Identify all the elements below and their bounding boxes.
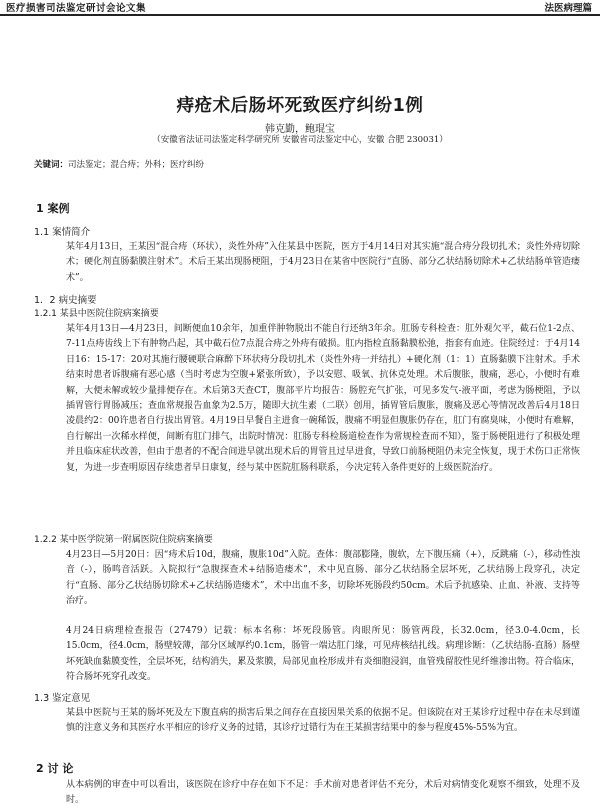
keywords-label: 关键词：: [34, 160, 69, 170]
paragraph-text: 从本病例的审查中可以看出，该医院在诊疗中存在如下不足：手术前对患者评估不充分，术后对病情变化观察不细致，处理不及时。: [66, 780, 580, 806]
heading-discussion: 2 讨 论: [36, 762, 74, 775]
paragraph-text: 某年4月13日，王某因“混合痔（环状），炎性外痔”入住某县中医院，医方于4月14日对其实施“混合痔分段切扎术；炎性外痔切除术；硬化剂直肠黏膜注射术”。术后王某出现肠梗阻，于4月23日在某省中医院行“直肠、部分乙状结肠切除术+乙状结肠单管造瘘术”。: [66, 242, 580, 283]
heading-case: 1 案例: [36, 202, 70, 215]
paragraph-text: 4月24日病理检查报告（27479）记载：标本名称：坏死段肠管。肉眼所见：肠管两段，长32.0cm，径3.0-4.0cm，长15.0cm，径4.0cm，肠壁较薄，部分区域厚约0.1cm，肠管一端达肛门缘，可见痔核结扎线。病理诊断：（乙状结肠-直肠）肠壁坏死缺血黏膜变性，全层坏死，结构消失，累及浆膜，局部见血栓形成并有炎细胞浸润，血管残留胶性见纤维渗出物。符合临床，符合肠坏死穿孔改变。: [66, 626, 580, 683]
paragraph-pathology: [66, 624, 580, 686]
paragraph-opinion: [66, 706, 580, 737]
article-title: 痔疮术后肠坏死致医疗纠纷1例: [176, 96, 424, 116]
heading-case-summary: 1.1 案情简介: [34, 227, 91, 238]
paragraph-text: 4月23日—5月20日：因“痔术后10d，腹痛，腹胀10d”入院。查体：腹部膨隆，腹软，左下腹压痛（+），反跳痛（-），移动性浊音（-），肠鸣音活跃。入院拟行“急腹探查术+结肠造瘘术”，术中见直肠、部分乙状结肠全层坏死，乙状结肠上段穿孔，决定行“直肠、部分乙状结肠切除术+乙状结肠造瘘术”，术中出血不多，切除坏死肠段约50cm。术后予抗感染、止血、补液、支持等治疗。: [66, 550, 580, 607]
section-label: 法医病理篇: [544, 3, 592, 14]
paragraph-affiliated-hospital: [66, 548, 580, 610]
paragraph-text: 某县中医院与王某的肠坏死及左下腹直病的损害后果之间存在直接因果关系的依据不足。但该院在对王某诊疗过程中存在未尽到谨慎的注意义务和其医疗水平相应的诊疗义务的过错，其诊疗过错行为在王某损害结果中的参与程度45%-55%为宜。: [66, 708, 580, 734]
paragraph-case-summary: [66, 240, 580, 286]
keywords-text: 司法鉴定；混合痔；外科；医疗纠纷: [68, 160, 205, 170]
paragraph-county-hospital: [66, 322, 580, 476]
heading-affiliated-hospital: 1.2.2 某中医学院第一附属医院住院病案摘要: [34, 535, 213, 545]
heading-opinion: 1.3 鉴定意见: [34, 693, 91, 704]
keywords: [34, 158, 204, 170]
journal-name: 医疗损害司法鉴定研讨会论文集: [6, 3, 147, 14]
heading-county-hospital: 1.2.1 某县中医院住院病案摘要: [34, 309, 159, 319]
paragraph-text: 某年4月13日—4月23日，间断便血10余年，加重伴肿物脱出不能自行还纳3年余。肛肠专科检查：肛外观欠平，截石位1-2点、7-11点痔齿线上下有肿物凸起，其中截石位7点混合痔之外痔有破损。肛内指检直肠黏膜松弛，指套有血迹。住院经过：于4月14日16：15-17：20对其施行腰硬联合麻醉下环状痔分段切扎术（炎性外痔一并结扎）+硬化剂（1：1）直肠黏膜下注射术。手术结束时患者诉腹痛有恶心感（当时考虑为空腹+紧张所致），予以安慰、吸氧、抗休克处理。术后腹胀，腹痛，恶心，小便时有难解，大便未解或较少量排便存在。术后第3天查CT，腹部平片均报告：肠腔充气扩张，可见多发气-液平面，考虑为肠梗阻，予以插胃管行胃肠减压；查血常规报告血象为2.5万，随即大抗生素（二联）创用，插胃管后腹胀，腹痛及恶心等情况改善后4月18日凌晨约2：00许患者自行拔出胃管。4月19日早餐自主进食一碗稀饭，腹痛不明显但腹胀仍存在，肛门有腐臭味，小便时有难解，自行解出一次稀水样便，间断有肛门排气，出院时情况：肛肠专科检肠道检查作为常规检查而不知），鉴于肠梗阻进行了积极处理并且临床症状改善，但由于患者的不配合间进早就出现术后的胃管且过早进食，导致口前肠梗阻仍未完全恢复，现于术伤口正常恢复，为进一步查明原因存续患者早日康复，经与某中医院肛肠科联系，今决定转入条件更好的上级医院治疗。: [66, 324, 580, 473]
affiliation: （安徽省法证司法鉴定科学研究所 安徽省司法鉴定中心，安徽 合肥 230031）: [152, 135, 448, 145]
running-header: [0, 0, 600, 16]
paragraph-discussion: [66, 778, 580, 806]
heading-history: 1．2 病史摘要: [34, 295, 97, 306]
authors: 韩克勤，鲍琨宝: [265, 124, 335, 135]
